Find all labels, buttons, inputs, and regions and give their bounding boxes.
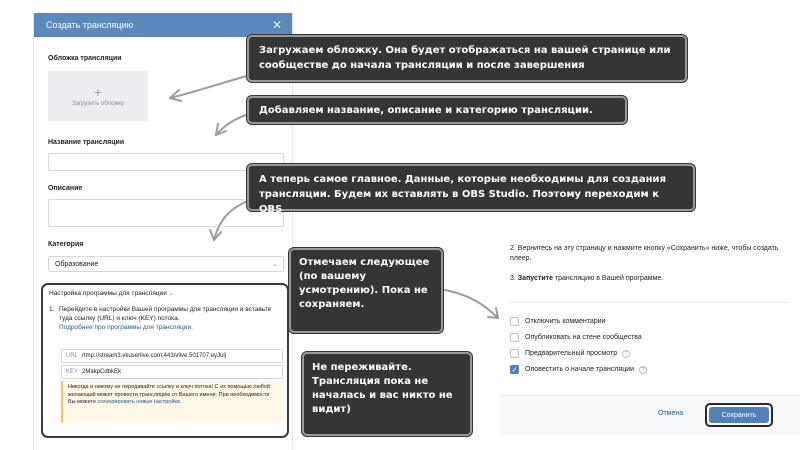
name-label: Название трансляции bbox=[48, 139, 125, 146]
checkbox[interactable] bbox=[510, 317, 519, 326]
security-warning bbox=[61, 381, 283, 423]
help-icon[interactable]: ? bbox=[622, 350, 630, 358]
arrow-to-options bbox=[445, 290, 498, 318]
step-1-number: 1. bbox=[49, 306, 55, 313]
category-value: Образование bbox=[55, 260, 99, 268]
url-field[interactable] bbox=[61, 349, 283, 363]
callout-name: Добавляем название, описание и категорию трансляции. bbox=[247, 96, 627, 124]
cover-label: Обложка трансляции bbox=[48, 55, 122, 62]
save-button[interactable] bbox=[705, 403, 773, 427]
modal-title: Создать трансляцию bbox=[46, 20, 134, 30]
step-2-text: Вернитесь на эту страницу и нажмите кнопку «Сохранить» ниже, чтобы создать плеер. bbox=[510, 245, 779, 262]
settings-title-text: Настройка программы для трансляции bbox=[49, 290, 167, 297]
description-label: Описание bbox=[48, 185, 83, 192]
cancel-button[interactable]: Отмена bbox=[658, 410, 684, 417]
step-3-number: 3. bbox=[510, 275, 516, 282]
key-value: 2MakpCdbkEk bbox=[82, 369, 122, 375]
settings-title[interactable] bbox=[49, 289, 281, 297]
programs-help-link[interactable]: Подробнее про программы для трансляции. bbox=[59, 324, 193, 331]
help-icon[interactable]: ? bbox=[639, 366, 647, 374]
step-1-text: Перейдите в настройки Вашей программы для трансляции и вставьте туда ссылку (URL) и ключ (KEY) потока. bbox=[59, 306, 272, 322]
option-publish-wall[interactable] bbox=[510, 333, 642, 342]
option-label: Оповестить о начале трансляции bbox=[525, 366, 635, 373]
step-3-bold: Запустите bbox=[517, 275, 553, 282]
regenerate-link[interactable]: сгенерировать новые настройки. bbox=[97, 399, 182, 405]
chevron-down-icon: ⌄ bbox=[272, 261, 278, 268]
step-3-text: трансляцию в Вашей программе. bbox=[552, 275, 664, 282]
step-2 bbox=[510, 244, 780, 264]
stream-settings-section bbox=[41, 283, 289, 438]
option-label: Отключить комментарии bbox=[525, 318, 606, 325]
category-select[interactable] bbox=[48, 256, 284, 272]
option-notify-start[interactable] bbox=[510, 365, 647, 374]
step-3 bbox=[510, 274, 780, 284]
upload-cover-label: Загрузить обложку bbox=[71, 100, 125, 107]
save-button-label: Сохранить bbox=[709, 407, 769, 423]
checkbox-checked[interactable]: ✓ bbox=[511, 366, 518, 374]
callout-options: Отмечаем следующее (по вашему усмотрению). Пока не сохраняем. bbox=[289, 248, 443, 333]
chevron-down-icon: ⌄ bbox=[168, 290, 175, 297]
step-2-number: 2. bbox=[510, 245, 516, 252]
option-label: Опубликовать на стене сообщества bbox=[525, 334, 642, 341]
close-icon[interactable]: ✕ bbox=[271, 18, 282, 32]
warning-text: Никогда и никому не передавайте ссылку и ключ потока! С их помощью любой желающий может провести трансляцию от Вашего имени. При необходимости Вы можете bbox=[68, 384, 270, 405]
checkbox[interactable] bbox=[510, 349, 519, 358]
right-panel bbox=[500, 238, 800, 450]
option-disable-comments[interactable] bbox=[510, 317, 605, 326]
callout-stream-data: А теперь самое главное. Данные, которые необходимы для создания трансляции. Будем их вставлять в OBS Studio. Поэтому переходим к OBS bbox=[247, 164, 695, 211]
category-label: Категория bbox=[48, 241, 84, 248]
callout-not-live: Не переживайте. Трансляция пока не началась и вас никто не видит) bbox=[302, 352, 472, 436]
checkbox[interactable] bbox=[510, 333, 519, 342]
key-key: KEY bbox=[66, 369, 79, 375]
url-key: URL bbox=[66, 353, 79, 359]
callout-cover: Загружаем обложку. Она будет отображаться на вашей странице или сообществе до начала трансляции и после завершения bbox=[247, 35, 687, 82]
modal-header bbox=[34, 13, 292, 37]
option-preview[interactable] bbox=[510, 349, 630, 358]
divider bbox=[510, 302, 790, 303]
upload-cover-button[interactable] bbox=[48, 71, 148, 121]
modal-footer bbox=[500, 395, 800, 435]
plus-icon: + bbox=[93, 83, 103, 100]
key-field[interactable] bbox=[61, 365, 283, 379]
url-value: rtmp://stream3.vkuserlive.com:443/vlive.501707.eyJulj bbox=[82, 353, 227, 359]
option-label: Предварительный просмотр bbox=[525, 350, 618, 357]
step-1 bbox=[49, 305, 281, 332]
